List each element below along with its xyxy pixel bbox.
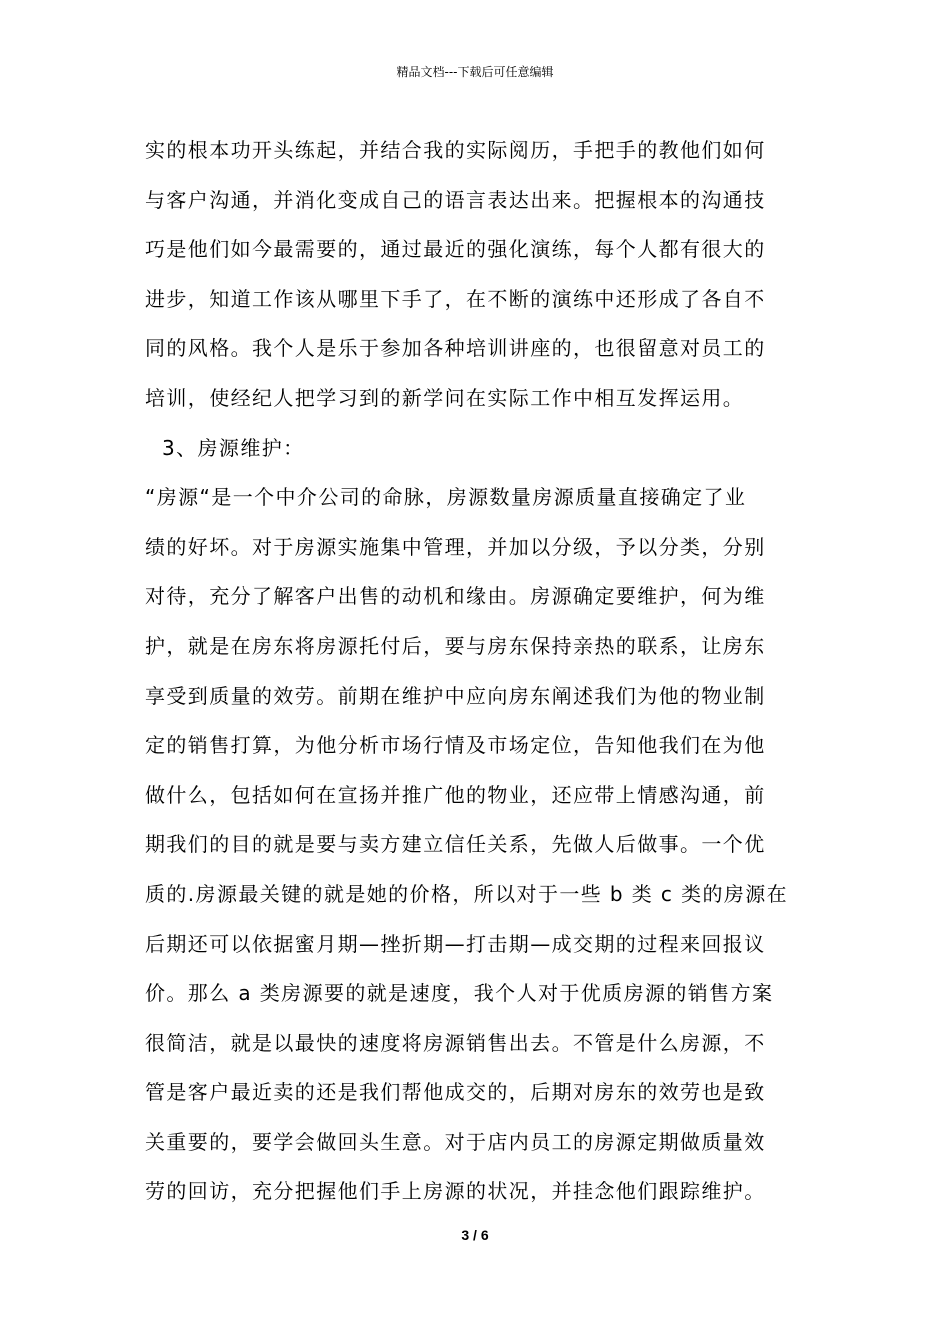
text-line: 很简洁，就是以最快的速度将房源销售出去。不管是什么房源，不	[145, 1030, 766, 1055]
text-line: 对待，充分了解客户出售的动机和缘由。房源确定要维护，何为维	[145, 584, 766, 609]
section-heading: 3、房源维护：	[162, 435, 305, 460]
text-line: 关重要的，要学会做回头生意。对于店内员工的房源定期做质量效	[145, 1129, 766, 1154]
text-line: 后期还可以依据蜜月期—挫折期—打击期—成交期的过程来回报议	[145, 931, 766, 956]
page-header: 精品文档---下载后可任意编辑	[396, 65, 554, 79]
text-line: “房源“是一个中介公司的命脉，房源数量房源质量直接确定了业	[145, 485, 747, 510]
text-line: 绩的好坏。对于房源实施集中管理，并加以分级，予以分类，分别	[145, 534, 766, 559]
text-line: 期我们的目的就是要与卖方建立信任关系，先做人后做事。一个优	[145, 832, 766, 857]
text-line: 定的销售打算，为他分析市场行情及市场定位，告知他我们在为他	[145, 733, 766, 758]
text-line: 质的.房源最关键的就是她的价格，所以对于一些 b 类 c 类的房源在	[145, 881, 789, 906]
text-line: 进步，知道工作该从哪里下手了，在不断的演练中还形成了各自不	[145, 286, 766, 311]
text-line: 巧是他们如今最需要的，通过最近的强化演练，每个人都有很大的	[145, 237, 766, 262]
text-line: 管是客户最近卖的还是我们帮他成交的，后期对房东的效劳也是致	[145, 1080, 766, 1105]
document-body	[145, 126, 815, 1217]
page-number: 3 / 6	[461, 1227, 489, 1243]
text-line: 实的根本功开头练起，并结合我的实际阅历，手把手的教他们如何	[145, 138, 766, 162]
text-line: 享受到质量的效劳。前期在维护中应向房东阐述我们为他的物业制	[145, 683, 766, 708]
text-line: 价。那么 a 类房源要的就是速度，我个人对于优质房源的销售方案	[145, 981, 774, 1006]
text-line: 劳的回访，充分把握他们手上房源的状况，并挂念他们跟踪维护。	[145, 1179, 766, 1204]
text-line: 与客户沟通，并消化变成自己的语言表达出来。把握根本的沟通技	[145, 187, 766, 212]
text-line: 护，就是在房东将房源托付后，要与房东保持亲热的联系，让房东	[145, 633, 766, 658]
text-line: 做什么，包括如何在宣扬并推广他的物业，还应带上情感沟通，前	[145, 782, 766, 807]
text-line: 培训，使经纪人把学习到的新学问在实际工作中相互发挥运用。	[145, 385, 745, 410]
text-line: 同的风格。我个人是乐于参加各种培训讲座的，也很留意对员工的	[145, 336, 766, 361]
